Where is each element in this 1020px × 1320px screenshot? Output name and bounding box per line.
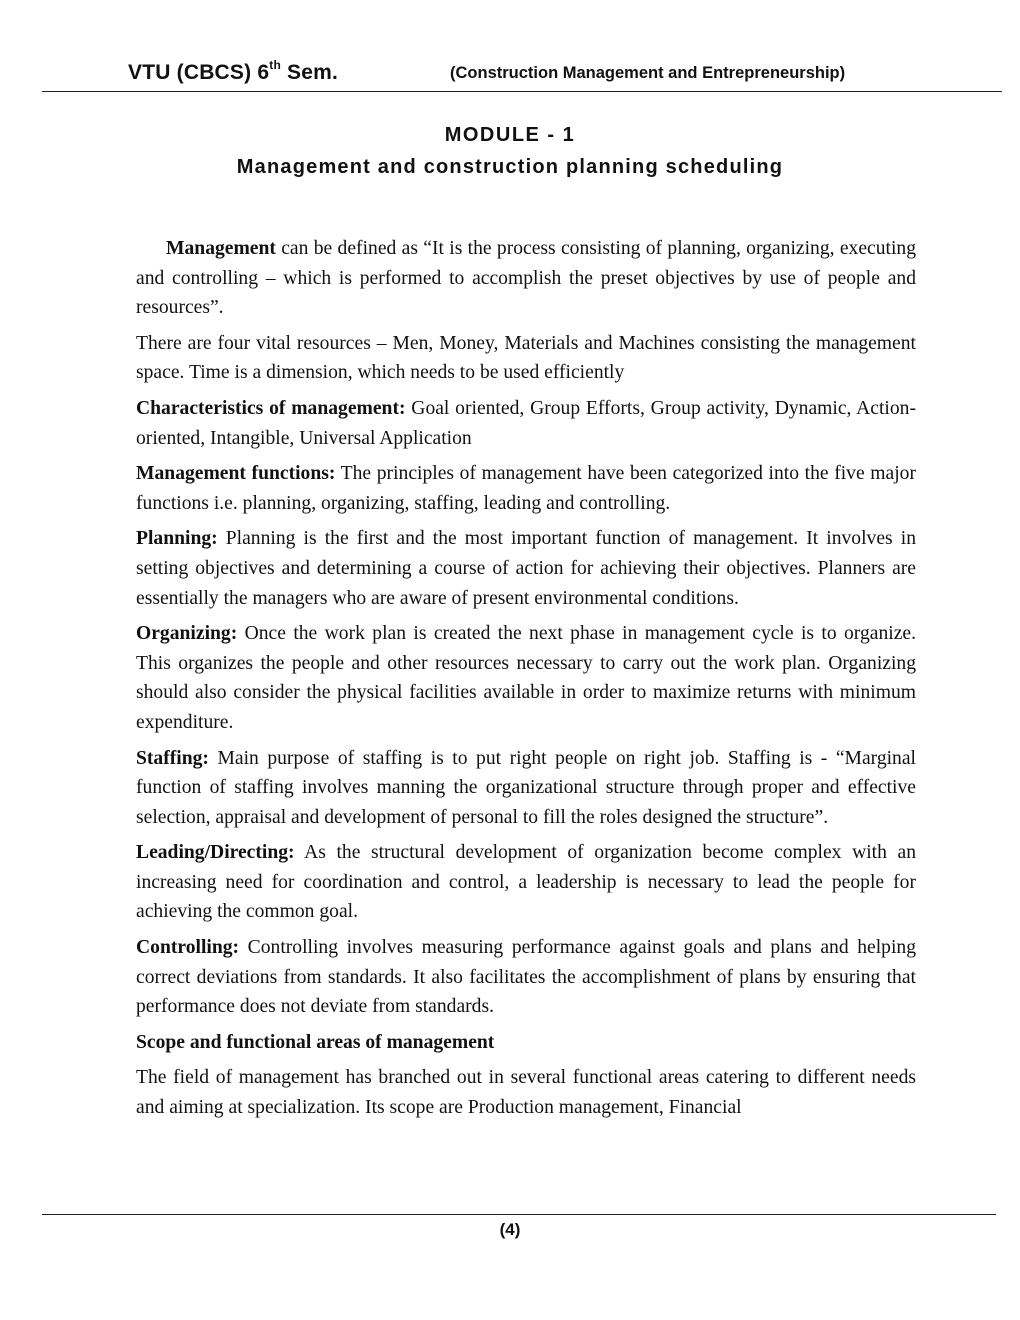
paragraph-text: can be defined as “It is the process consisting of planning, organizing, executing and controlling – which is performed to accomplish the preset objectives by use of people and resources”. — [136, 238, 916, 319]
paragraph-lead: Planning: — [136, 528, 218, 550]
paragraph-lead: Leading/Directing: — [136, 842, 295, 864]
paragraph-functions — [136, 459, 916, 518]
module-title: MODULE - 1 — [444, 124, 576, 146]
paragraph-text: Main purpose of staffing is to put right people on right job. Staffing is - “Marginal function of staffing involves manning the organizational structure through proper and effective selection, appraisal and development of personal to fill the roles designed the structure”. — [136, 747, 916, 828]
paragraph-organizing — [136, 619, 916, 737]
paragraph-lead: Staffing: — [136, 747, 209, 769]
page-header — [42, 58, 1002, 92]
paragraph-characteristics — [136, 394, 916, 453]
paragraph-lead: Management functions: — [136, 463, 336, 485]
paragraph-text: Planning is the first and the most important function of management. It involves in setting objectives and determining a course of action for achieving their objectives. Planners are essentially the managers who are aware of present environmental conditions. — [136, 528, 916, 609]
paragraph-text: The field of management has branched out in several functional areas catering to different needs and aiming at specialization. Its scope are Production management, Financial — [136, 1067, 916, 1119]
footer-divider — [42, 1214, 996, 1215]
paragraph-text: Goal oriented, Group Efforts, Group activity, Dynamic, Action-oriented, Intangible, Universal Application — [136, 397, 916, 449]
paragraph-staffing — [136, 744, 916, 833]
paragraph-lead: Organizing: — [136, 623, 238, 645]
course-text: VTU (CBCS) 6 — [128, 61, 270, 84]
course-label — [128, 60, 338, 85]
subject-label: (Construction Management and Entrepreneurship) — [450, 64, 846, 82]
paragraph-text: Once the work plan is created the next phase in management cycle is to organize. This organizes the people and other resources necessary to carry out the work plan. Organizing should also consider the physical facilities available in order to maximize returns with minimum expenditure. — [136, 623, 916, 733]
paragraph-planning — [136, 524, 916, 613]
paragraph-lead: Characteristics of management: — [136, 397, 406, 419]
paragraph-management — [136, 234, 916, 323]
paragraph-resources — [136, 329, 916, 388]
paragraph-lead: Management — [166, 238, 276, 259]
paragraph-controlling — [136, 933, 916, 1022]
document-body — [136, 234, 916, 1129]
paragraph-text: The principles of management have been categorized into the five major functions i.e. planning, organizing, staffing, leading and controlling. — [136, 463, 916, 514]
paragraph-text: As the structural development of organization become complex with an increasing need for coordination and control, a leadership is necessary to lead the people for achieving the common goal. — [136, 842, 916, 923]
course-suffix: Sem. — [280, 61, 339, 84]
paragraph-lead: Controlling: — [136, 937, 240, 959]
course-superscript: th — [269, 58, 281, 72]
section-heading-scope: Scope and functional areas of management — [136, 1031, 495, 1053]
paragraph-text: Controlling involves measuring performance against goals and plans and helping correct deviations from standards. It also facilitates the accomplishment of plans by ensuring that performance does not deviate from standards. — [136, 937, 916, 1018]
paragraph-leading — [136, 838, 916, 927]
module-subtitle: Management and construction planning scheduling — [236, 156, 784, 178]
paragraph-scope — [136, 1063, 916, 1122]
page-number: (4) — [499, 1220, 521, 1239]
paragraph-text: There are four vital resources – Men, Money, Materials and Machines consisting the management space. Time is a dimension, which needs to be used efficiently — [136, 332, 916, 384]
header-divider — [42, 91, 1002, 92]
